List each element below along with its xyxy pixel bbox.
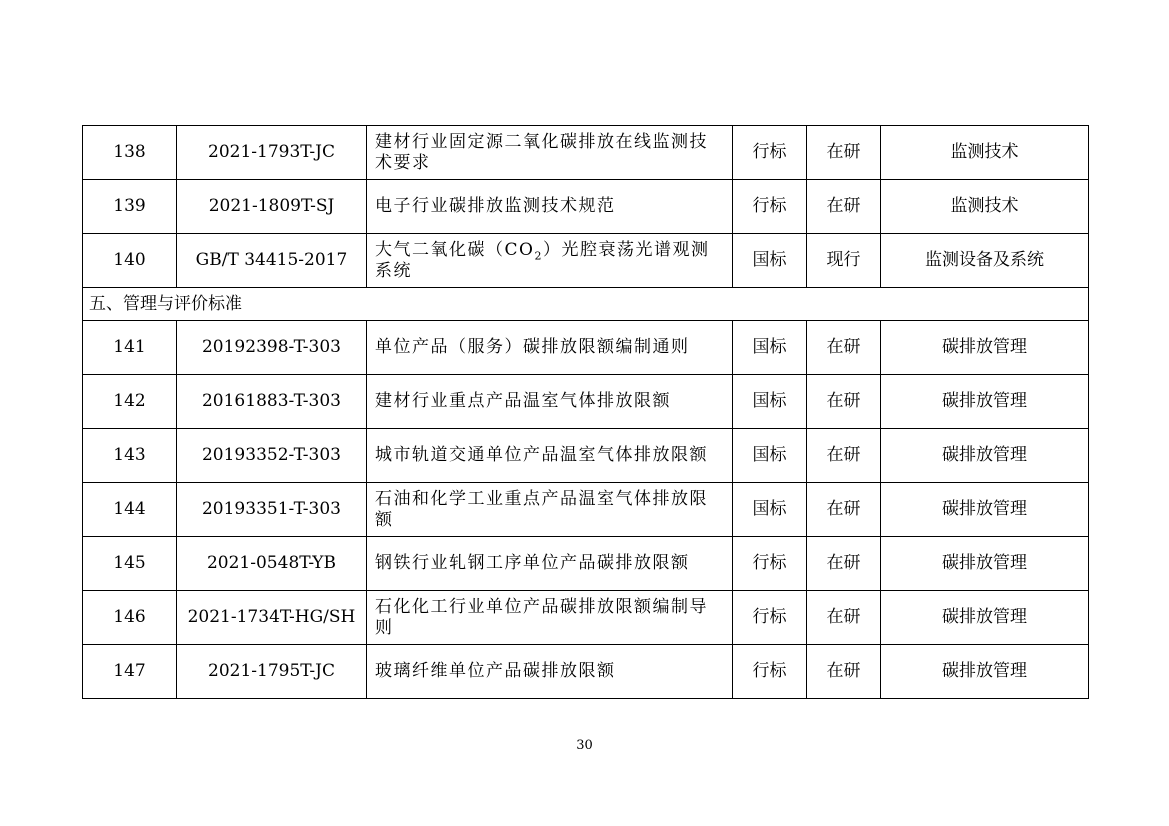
row-number: 142	[83, 375, 177, 429]
standard-name: 电子行业碳排放监测技术规范	[367, 180, 733, 234]
standard-category: 碳排放管理	[881, 483, 1089, 537]
standard-name: 钢铁行业轧钢工序单位产品碳排放限额	[367, 537, 733, 591]
row-number: 140	[83, 234, 177, 288]
standard-name: 石化化工行业单位产品碳排放限额编制导则	[367, 591, 733, 645]
standard-code: 2021-1809T-SJ	[177, 180, 367, 234]
standard-level: 国标	[733, 429, 807, 483]
standard-code: 2021-1734T-HG/SH	[177, 591, 367, 645]
standard-name: 玻璃纤维单位产品碳排放限额	[367, 645, 733, 699]
standard-status: 在研	[807, 591, 881, 645]
standard-name: 石油和化学工业重点产品温室气体排放限额	[367, 483, 733, 537]
standard-level: 国标	[733, 375, 807, 429]
table-row	[83, 180, 1089, 234]
standard-category: 碳排放管理	[881, 537, 1089, 591]
standard-level: 行标	[733, 537, 807, 591]
standard-level: 行标	[733, 645, 807, 699]
standard-category: 监测设备及系统	[881, 234, 1089, 288]
table-row	[83, 591, 1089, 645]
standard-status: 在研	[807, 483, 881, 537]
page-number: 30	[576, 738, 593, 753]
standard-level: 行标	[733, 591, 807, 645]
standard-code: 20192398-T-303	[177, 321, 367, 375]
standard-name	[367, 234, 733, 288]
standard-code: 2021-0548T-YB	[177, 537, 367, 591]
table-row	[83, 321, 1089, 375]
standard-status: 在研	[807, 537, 881, 591]
name-subscript: 2	[534, 248, 543, 262]
standard-category: 碳排放管理	[881, 321, 1089, 375]
standard-category: 碳排放管理	[881, 591, 1089, 645]
row-number: 146	[83, 591, 177, 645]
standard-status: 在研	[807, 645, 881, 699]
standard-status: 在研	[807, 429, 881, 483]
standard-name: 建材行业重点产品温室气体排放限额	[367, 375, 733, 429]
standard-category: 监测技术	[881, 180, 1089, 234]
standard-status: 在研	[807, 375, 881, 429]
section-row	[83, 288, 1089, 321]
standard-code: GB/T 34415-2017	[177, 234, 367, 288]
standard-name: 建材行业固定源二氧化碳排放在线监测技术要求	[367, 126, 733, 180]
table-row	[83, 645, 1089, 699]
table-row	[83, 429, 1089, 483]
row-number: 138	[83, 126, 177, 180]
row-number: 144	[83, 483, 177, 537]
standard-code: 20193352-T-303	[177, 429, 367, 483]
row-number: 143	[83, 429, 177, 483]
standard-name: 城市轨道交通单位产品温室气体排放限额	[367, 429, 733, 483]
table-row	[83, 126, 1089, 180]
standard-category: 碳排放管理	[881, 429, 1089, 483]
row-number: 145	[83, 537, 177, 591]
standard-level: 行标	[733, 126, 807, 180]
section-title: 五、管理与评价标准	[83, 288, 1089, 321]
standard-name: 单位产品（服务）碳排放限额编制通则	[367, 321, 733, 375]
standard-code: 20161883-T-303	[177, 375, 367, 429]
standard-status: 在研	[807, 180, 881, 234]
row-number: 141	[83, 321, 177, 375]
standards-table	[82, 125, 1089, 699]
row-number: 147	[83, 645, 177, 699]
standard-status: 现行	[807, 234, 881, 288]
standard-status: 在研	[807, 126, 881, 180]
standard-category: 碳排放管理	[881, 375, 1089, 429]
standard-level: 国标	[733, 321, 807, 375]
standard-category: 碳排放管理	[881, 645, 1089, 699]
standard-category: 监测技术	[881, 126, 1089, 180]
standard-level: 行标	[733, 180, 807, 234]
standard-level: 国标	[733, 234, 807, 288]
name-prefix: 大气二氧化碳（CO	[375, 239, 535, 260]
table-row	[83, 537, 1089, 591]
name-suffix: ）光腔衰荡光谱观测系统	[375, 239, 710, 281]
table-row	[83, 234, 1089, 288]
standard-status: 在研	[807, 321, 881, 375]
row-number: 139	[83, 180, 177, 234]
table-row	[83, 483, 1089, 537]
standard-code: 20193351-T-303	[177, 483, 367, 537]
table-row	[83, 375, 1089, 429]
standard-code: 2021-1793T-JC	[177, 126, 367, 180]
standard-level: 国标	[733, 483, 807, 537]
standard-code: 2021-1795T-JC	[177, 645, 367, 699]
